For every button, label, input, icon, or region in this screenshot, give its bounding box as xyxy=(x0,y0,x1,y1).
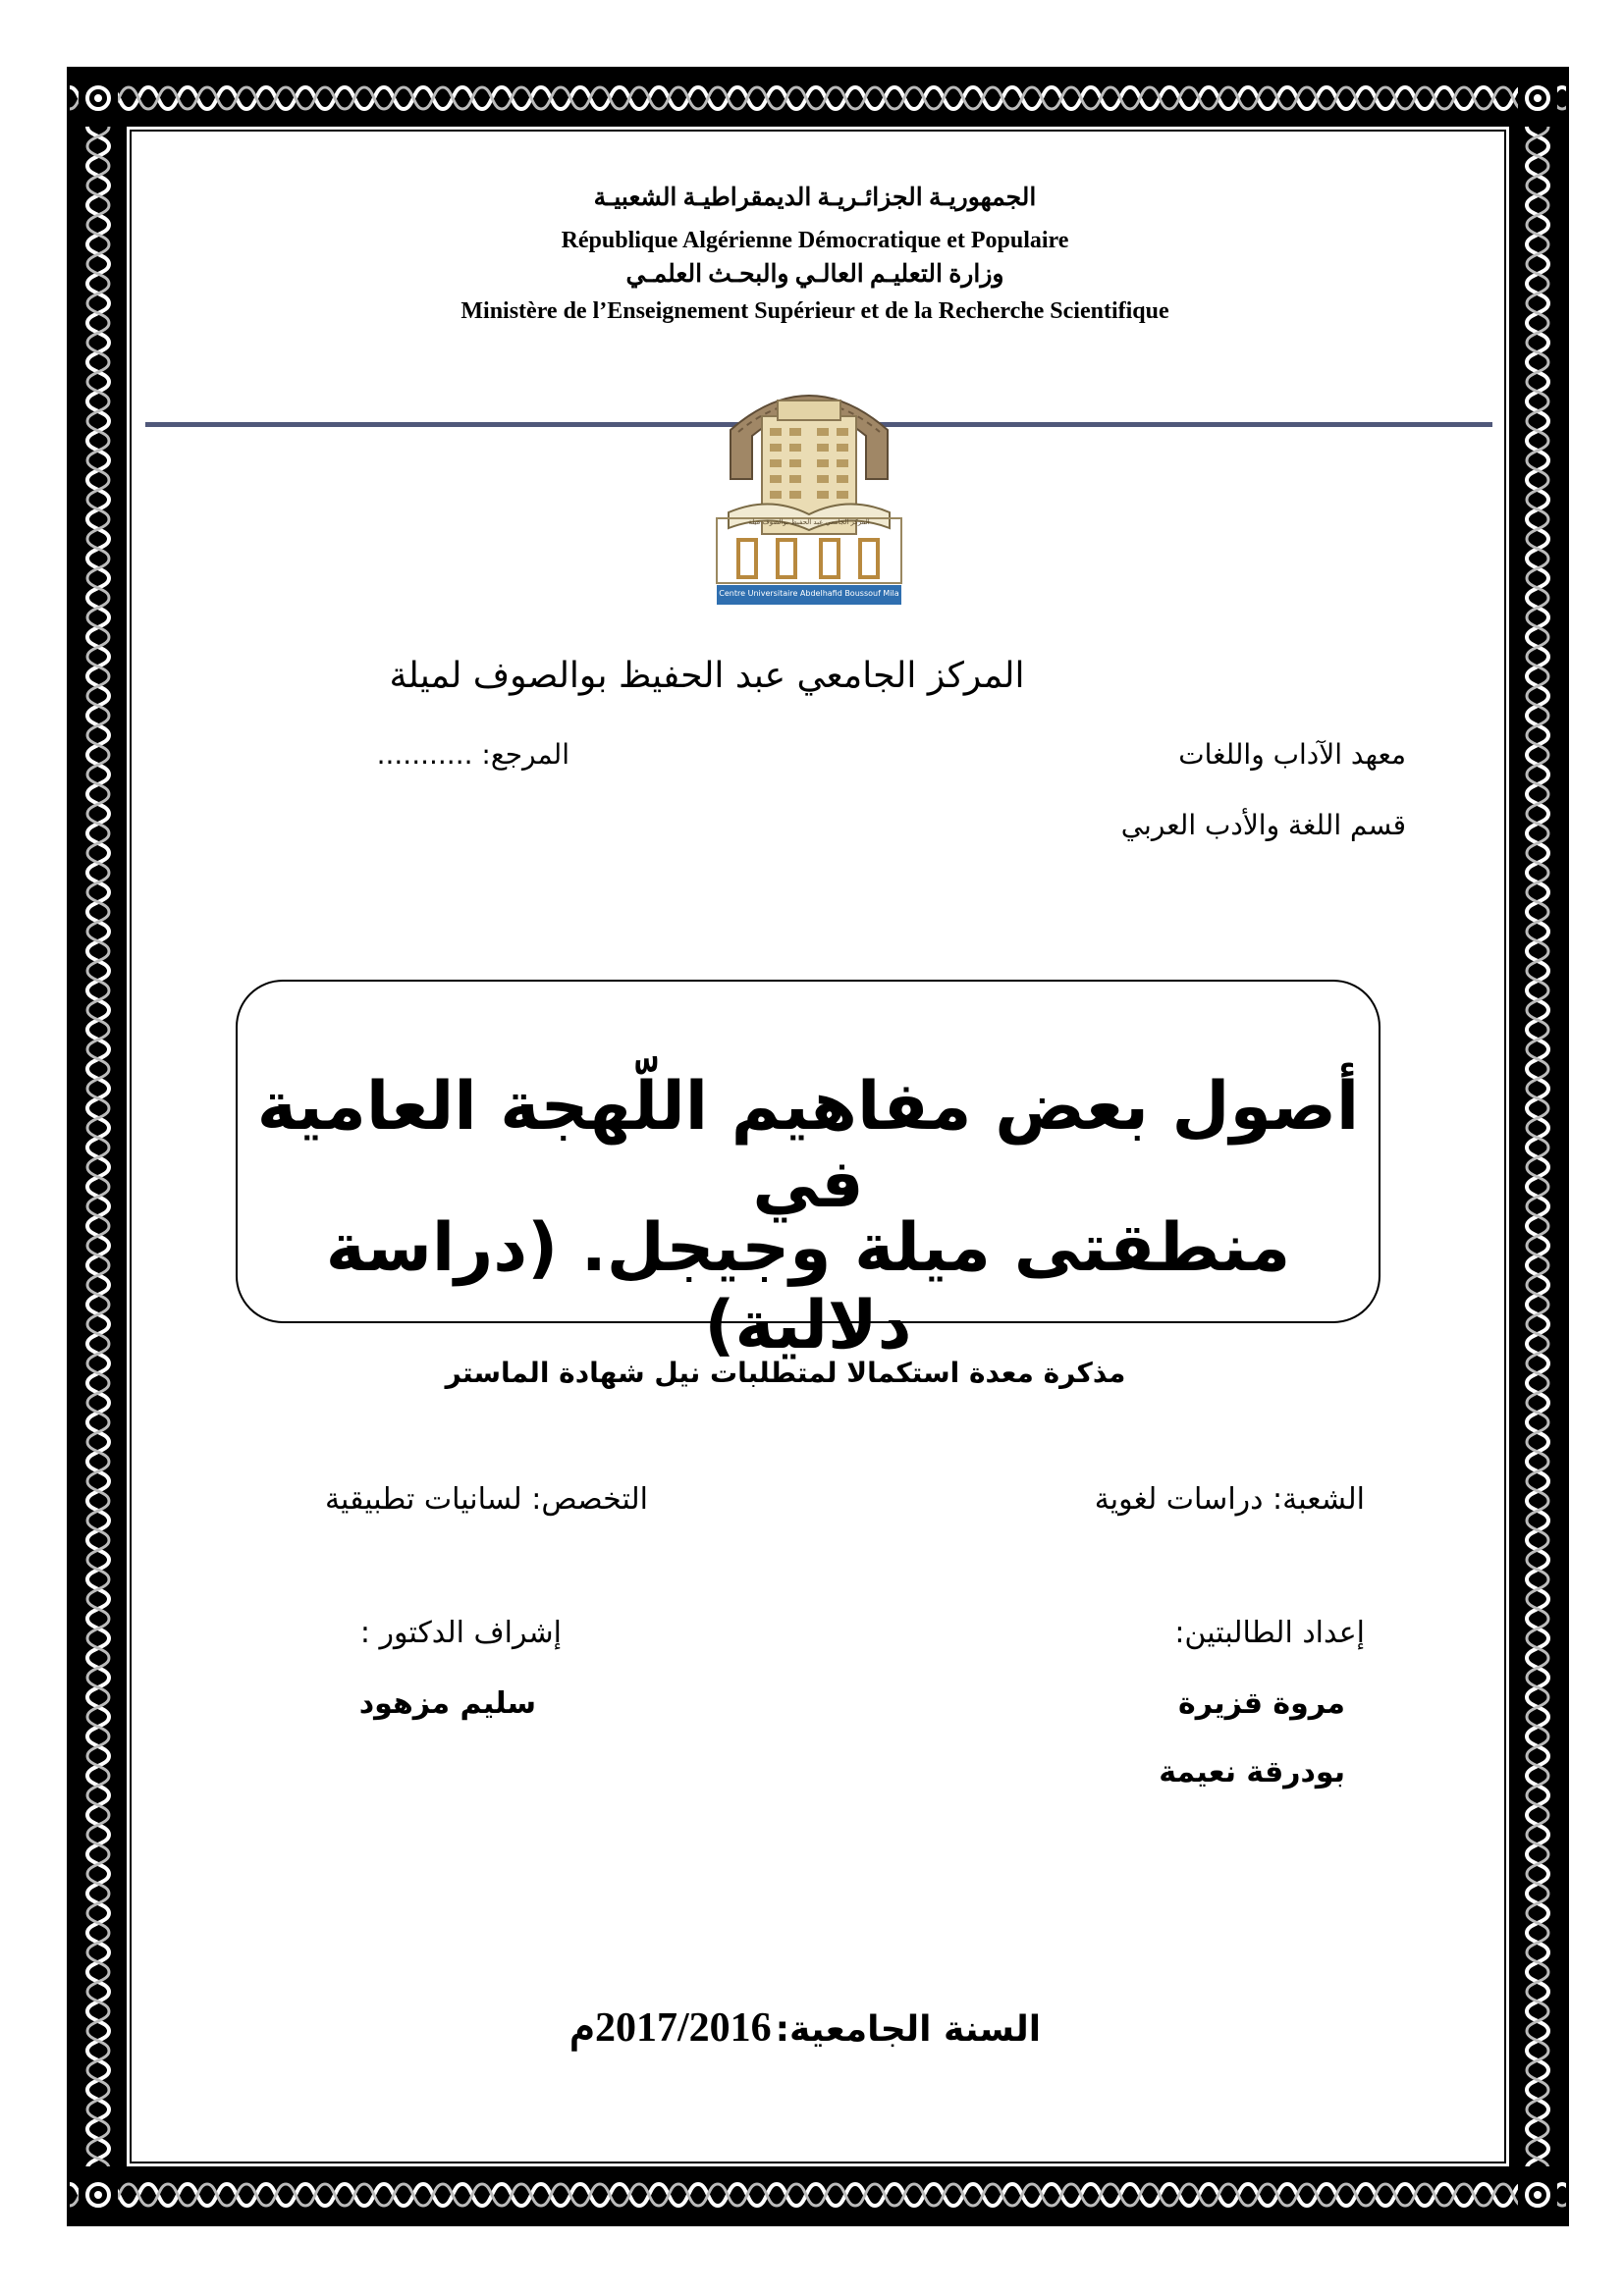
center-name: المركز الجامعي عبد الحفيظ بوالصوف لميلة xyxy=(389,656,1025,696)
academic-year xyxy=(393,2002,1218,2052)
student-name-1: مروة قزيرة xyxy=(1178,1686,1345,1721)
corner-ornament-top-left xyxy=(79,79,118,118)
ministry-title-ar: وزارة التعليـم العالـي والبحـث العلمـي xyxy=(625,261,1004,288)
border-band-top xyxy=(70,70,1566,127)
republic-title-fr: République Algérienne Démocratique et Populaire xyxy=(561,228,1069,253)
university-logo xyxy=(711,371,907,607)
student-name-2: بودرقة نعيمة xyxy=(1159,1755,1345,1789)
department-name: قسم اللغة والأدب العربي xyxy=(1120,809,1406,841)
thesis-title-line-1: أصول بعض مفاهيم اللّهجة العامية في xyxy=(256,1068,1360,1223)
republic-title-ar: الجمهوريـة الجزائـريـة الديمقراطيـة الشعبيـة xyxy=(593,185,1037,211)
supervisor-label: إشراف الدكتور : xyxy=(359,1616,562,1650)
academic-year-label: السنة الجامعية: xyxy=(775,2009,1042,2050)
prepared-by-label: إعداد الطالبتين: xyxy=(1174,1616,1365,1650)
thesis-title-line-2: منطقتى ميلة وجيجل. (دراسة دلالية) xyxy=(325,1209,1291,1364)
border-band-left xyxy=(70,127,127,2166)
corner-ornament-bottom-left xyxy=(79,2175,118,2215)
thesis-subtitle: مذكرة معدة استكمالا لمتطلبات نيل شهادة الماستر xyxy=(445,1357,1126,1389)
academic-year-value: 2017/2016م xyxy=(568,2005,772,2051)
logo-banner-text: المركز الجامعي عبد الحفيظ بوالصوف ميلة xyxy=(748,518,870,526)
corner-ornament-top-right xyxy=(1518,79,1557,118)
institute-name: معهد الآداب واللغات xyxy=(1178,738,1406,771)
specialty-field: التخصص: لسانيات تطبيقية xyxy=(324,1482,648,1517)
supervisor-name: سليم مزهود xyxy=(358,1686,536,1721)
branch-field: الشعبة: دراسات لغوية xyxy=(1094,1482,1365,1517)
logo-caption: Centre Universitaire Abdelhafid Boussouf Mila xyxy=(719,589,899,598)
border-band-bottom xyxy=(70,2166,1566,2223)
corner-ornament-bottom-right xyxy=(1518,2175,1557,2215)
reference-field: المرجع: ........... xyxy=(376,738,569,771)
border-band-right xyxy=(1509,127,1566,2166)
ministry-title-fr: Ministère de l’Enseignement Supérieur et de la Recherche Scientifique xyxy=(460,298,1169,324)
